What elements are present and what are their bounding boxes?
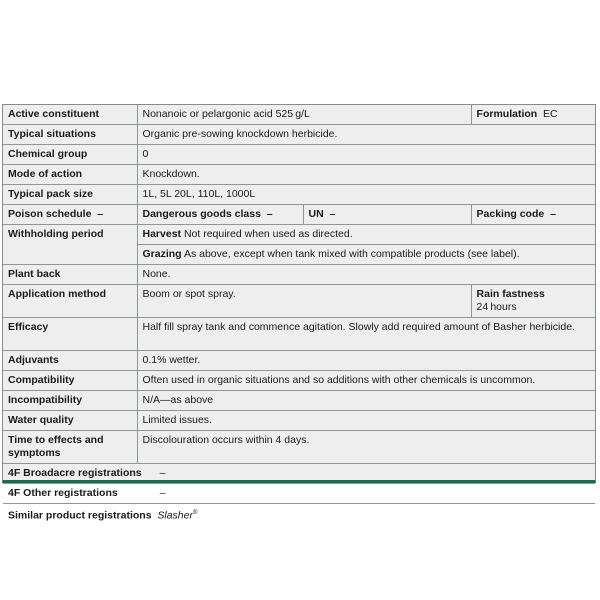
row-chemical-group bbox=[3, 145, 595, 165]
row-compatibility bbox=[3, 371, 595, 391]
label-efficacy: Efficacy bbox=[3, 318, 137, 351]
row-plant-back bbox=[3, 265, 595, 285]
value-plant-back: None. bbox=[137, 265, 595, 285]
row-poison-schedule bbox=[3, 205, 595, 225]
value-poison-schedule: – bbox=[97, 208, 104, 220]
label-grazing: Grazing bbox=[142, 248, 182, 260]
label-un: UN bbox=[308, 208, 324, 220]
label-withholding-period: Withholding period bbox=[3, 225, 137, 265]
row-pack-size bbox=[3, 185, 595, 205]
label-harvest: Harvest bbox=[142, 228, 182, 240]
harvest-cell bbox=[137, 225, 595, 245]
value-pack-size: 1L, 5L 20L, 110L, 1000L bbox=[137, 185, 595, 205]
label-adjuvants: Adjuvants bbox=[3, 351, 137, 371]
broadacre-cell bbox=[3, 464, 595, 484]
label-similar-products: Similar product registrations bbox=[8, 509, 152, 522]
value-compatibility: Often used in organic situations and so additions with other chemicals is uncommon. bbox=[137, 371, 595, 391]
row-similar-products bbox=[3, 504, 595, 526]
label-dangerous-goods: Dangerous goods class bbox=[142, 208, 261, 220]
value-packing-code: – bbox=[550, 208, 556, 220]
label-chemical-group: Chemical group bbox=[3, 145, 137, 165]
label-water-quality: Water quality bbox=[3, 411, 137, 431]
label-packing-code: Packing code bbox=[476, 208, 545, 220]
label-incompatibility: Incompatibility bbox=[3, 391, 137, 411]
grazing-cell bbox=[137, 245, 595, 265]
value-broadacre-registrations: – bbox=[159, 467, 166, 479]
row-other-registrations bbox=[3, 484, 595, 504]
label-typical-situations: Typical situations bbox=[3, 125, 137, 145]
row-efficacy bbox=[3, 318, 595, 351]
formulation-cell bbox=[471, 105, 595, 125]
label-formulation: Formulation bbox=[476, 108, 538, 120]
row-time-to-effects bbox=[3, 431, 595, 464]
row-typical-situations bbox=[3, 125, 595, 145]
label-time-to-effects: Time to effects and symptoms bbox=[3, 431, 137, 464]
label-application-method: Application method bbox=[3, 285, 137, 318]
label-active-constituent: Active constituent bbox=[3, 105, 137, 125]
label-compatibility: Compatibility bbox=[3, 371, 137, 391]
value-incompatibility: N/A—as above bbox=[137, 391, 595, 411]
packing-code-cell bbox=[471, 205, 595, 225]
row-application-method bbox=[3, 285, 595, 318]
value-application-method: Boom or spot spray. bbox=[137, 285, 471, 318]
row-withholding-harvest bbox=[3, 225, 595, 245]
value-water-quality: Limited issues. bbox=[137, 411, 595, 431]
row-broadacre-registrations bbox=[3, 464, 595, 484]
label-other-registrations: 4F Other registrations bbox=[8, 487, 118, 499]
rain-fastness-cell bbox=[471, 285, 595, 318]
value-similar-products: Slasher bbox=[157, 509, 193, 522]
value-typical-situations: Organic pre-sowing knockdown herbicide. bbox=[137, 125, 595, 145]
row-mode-of-action bbox=[3, 165, 595, 185]
value-adjuvants: 0.1% wetter. bbox=[137, 351, 595, 371]
value-grazing: As above, except when tank mixed with compatible products (see label). bbox=[183, 248, 520, 260]
value-harvest: Not required when used as directed. bbox=[183, 228, 353, 240]
label-mode-of-action: Mode of action bbox=[3, 165, 137, 185]
value-efficacy: Half fill spray tank and commence agitation. Slowly add required amount of Basher herbicide. bbox=[137, 318, 595, 351]
value-chemical-group: 0 bbox=[137, 145, 595, 165]
value-formulation: EC bbox=[543, 108, 558, 120]
dg-cell bbox=[137, 205, 303, 225]
row-active-constituent bbox=[3, 105, 595, 125]
value-rain-fastness: 24 hours bbox=[476, 301, 517, 313]
label-pack-size: Typical pack size bbox=[3, 185, 137, 205]
poison-cell bbox=[3, 205, 137, 225]
value-mode-of-action: Knockdown. bbox=[137, 165, 595, 185]
value-time-to-effects: Discolouration occurs within 4 days. bbox=[137, 431, 595, 464]
similar-cell bbox=[3, 504, 595, 526]
row-adjuvants bbox=[3, 351, 595, 371]
un-cell bbox=[303, 205, 471, 225]
value-dangerous-goods: – bbox=[266, 208, 273, 220]
row-water-quality bbox=[3, 411, 595, 431]
product-info-table bbox=[2, 104, 596, 522]
row-incompatibility bbox=[3, 391, 595, 411]
other-reg-cell bbox=[3, 484, 595, 504]
label-poison-schedule: Poison schedule bbox=[8, 208, 92, 220]
value-un: – bbox=[329, 208, 336, 220]
label-broadacre-registrations: 4F Broadacre registrations bbox=[8, 467, 142, 479]
label-plant-back: Plant back bbox=[3, 265, 137, 285]
value-active-constituent: Nonanoic or pelargonic acid 525 g/L bbox=[137, 105, 471, 125]
value-other-registrations: – bbox=[159, 487, 166, 499]
registered-mark: ® bbox=[192, 510, 198, 516]
label-rain-fastness: Rain fastness bbox=[476, 288, 545, 300]
